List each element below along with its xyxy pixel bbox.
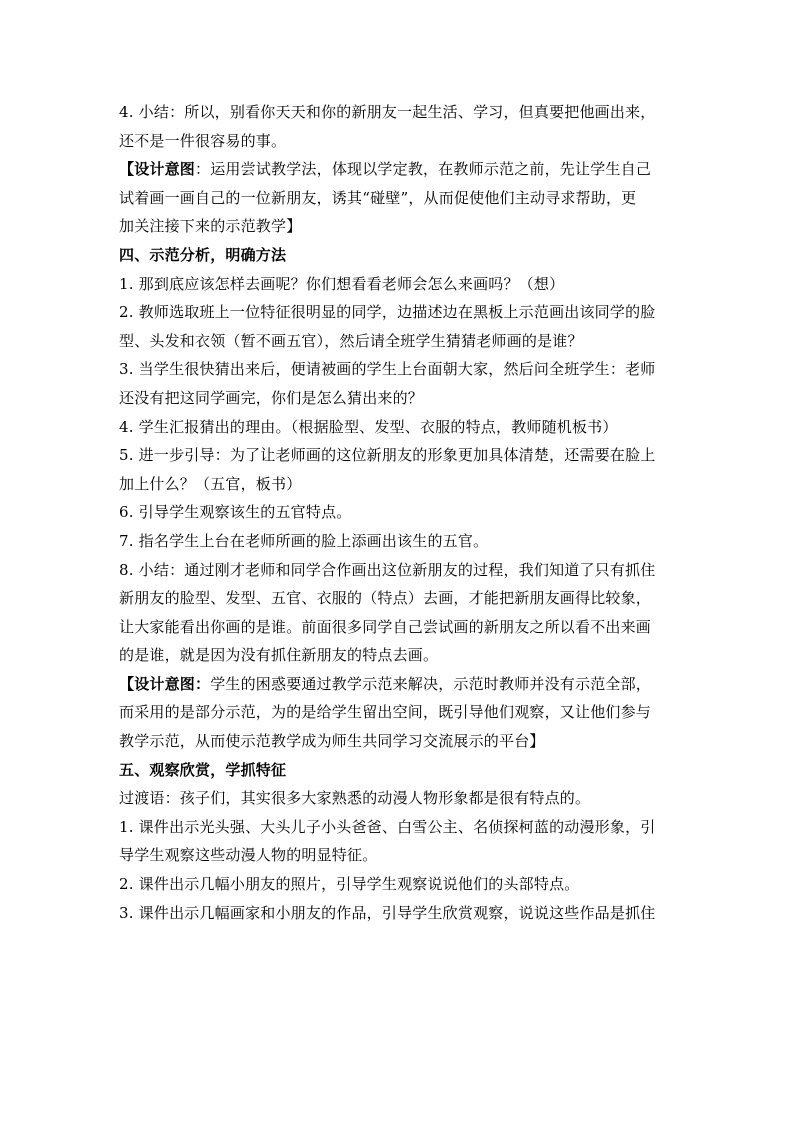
text-line: 2. 课件出示几幅小朋友的照片，引导学生观察说说他们的头部特点。 bbox=[119, 875, 580, 894]
text-line: 型、头发和衣领（暂不画五官），然后请全班学生猜猜老师画的是谁？ bbox=[119, 331, 583, 350]
text-line: 4. 学生汇报猜出的理由。（根据脸型、发型、衣服的特点，教师随机板书） bbox=[119, 417, 618, 436]
section-heading: 四、示范分析，明确方法 bbox=[119, 245, 287, 264]
design-intent-text: ：运用尝试教学法，体现以学定教，在教师示范之前，先让学生自己 bbox=[195, 160, 652, 179]
text-line: 试着画一画自己的一位新朋友，诱其“碰壁”，从而促使他们主动寻求帮助，更 bbox=[119, 188, 637, 207]
text-line: 4. 小结：所以，别看你天天和你的新朋友一起生活、学习，但真要把他画出来， bbox=[119, 103, 656, 121]
text-line: 1. 课件出示光头强、大头儿子小头爸爸、白雪公主、名侦探柯蓝的动漫形象，引 bbox=[119, 817, 656, 836]
text-line: 加关注接下来的示范教学】 bbox=[119, 217, 302, 236]
text-line: 新朋友的脸型、发型、五官、衣服的（特点）去画，才能把新朋友画得比较象， bbox=[119, 589, 652, 608]
text-line: 过渡语：孩子们，其实很多大家熟悉的动漫人物形象都是很有特点的。 bbox=[119, 789, 591, 808]
text-line: 7. 指名学生上台在老师所画的脸上添画出该生的五官。 bbox=[119, 531, 489, 550]
text-line: 还没有把这同学画完，你们是怎么猜出来的？ bbox=[119, 388, 424, 407]
text-line: 还不是一件很容易的事。 bbox=[119, 131, 287, 150]
text-line: 让大家能看出你画的是谁。前面很多同学自己尝试画的新朋友之所以看不出来画 bbox=[119, 617, 652, 636]
design-intent-line bbox=[119, 155, 679, 184]
text-line: 导学生观察这些动漫人物的明显特征。 bbox=[119, 846, 378, 865]
design-intent-line bbox=[119, 670, 679, 699]
text-line: 而采用的是部分示范，为的是给学生留出空间，既引导他们观察，又让他们参与 bbox=[119, 703, 652, 722]
design-intent-label: 【设计意图： bbox=[119, 674, 211, 693]
design-intent-label: 【设计意图 bbox=[119, 160, 196, 179]
text-line: 2. 教师选取班上一位特征很明显的同学，边描述边在黑板上示范画出该同学的脸 bbox=[119, 303, 656, 322]
document-page bbox=[119, 98, 679, 927]
text-line: 3. 课件出示几幅画家和小朋友的作品，引导学生欣赏观察，说说这些作品是抓住 bbox=[119, 903, 656, 922]
text-line: 3. 当学生很快猜出来后，便请被画的学生上台面朝大家，然后问全班学生：老师 bbox=[119, 360, 656, 379]
section-heading: 五、观察欣赏，学抓特征 bbox=[119, 760, 287, 779]
text-line: 的是谁，就是因为没有抓住新朋友的特点去画。 bbox=[119, 646, 439, 665]
text-line: 教学示范，从而使示范教学成为师生共同学习交流展示的平台】 bbox=[119, 732, 545, 751]
text-line: 8. 小结：通过刚才老师和同学合作画出这位新朋友的过程，我们知道了只有抓住 bbox=[119, 560, 656, 579]
design-intent-text: 学生的困惑要通过教学示范来解决，示范时教师并没有示范全部， bbox=[210, 674, 652, 693]
text-line: 5. 进一步引导：为了让老师画的这位新朋友的形象更加具体清楚，还需要在脸上 bbox=[119, 446, 656, 465]
text-line: 6. 引导学生观察该生的五官特点。 bbox=[119, 503, 352, 522]
text-line: 加上什么？（五官，板书） bbox=[119, 474, 302, 493]
text-line: 1. 那到底应该怎样去画呢？你们想看看老师会怎么来画吗？（想） bbox=[119, 274, 565, 293]
